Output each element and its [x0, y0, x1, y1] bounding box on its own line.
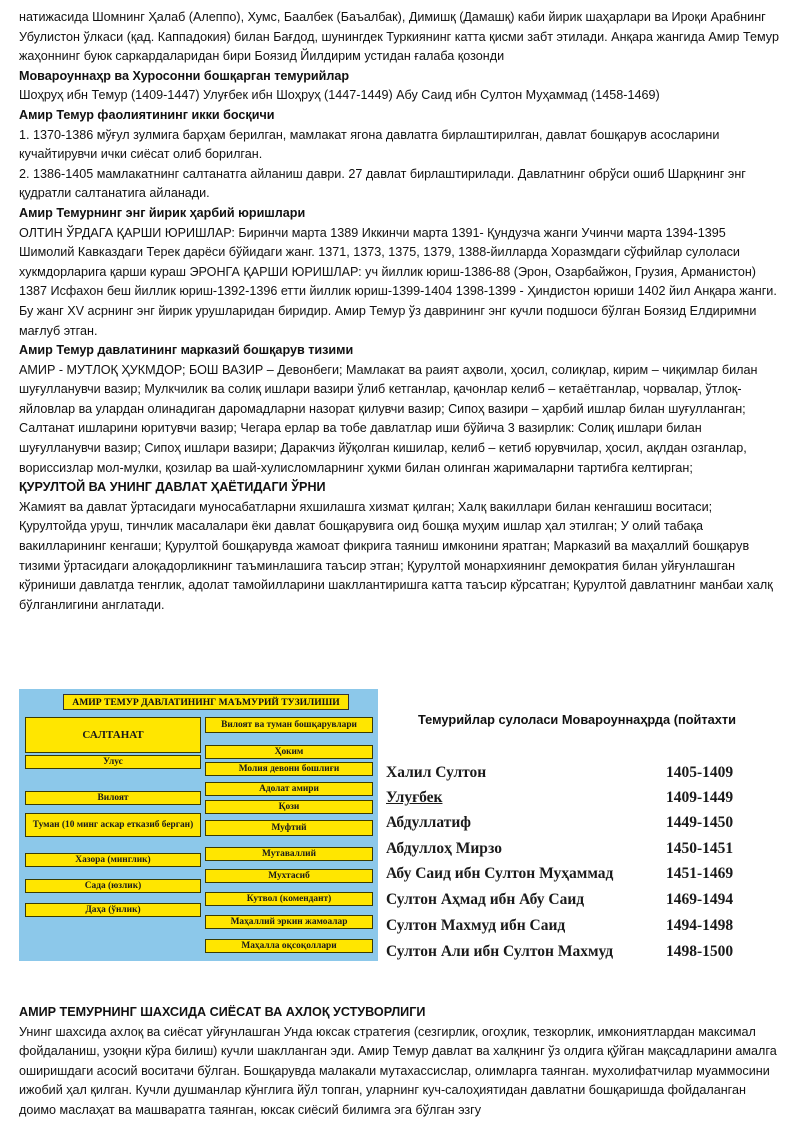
paragraph-stage-one: 1. 1370-1386 мўғул зулмига барҳам берилган, мамлакат ягона давлатга бирлаштирилган, давлат бошқарув асосларини кучайтирувчи ички сиёсат олиб борилган.: [19, 127, 720, 162]
paragraph-ministers-cont: Салтанат ишларини юритувчи вазир; Чегара ерлар ва тобе давлатлар иши бўйича 3 вазирлик: Солиқ ишлари билан шуғулланувчи вазир; Сипоҳ ишлари вазири; Даракчиз йўқолган кишилар, келиб – кетиб юрувчилар, ҳосил, ақлдан озганлар, ворисcизлар мол-мулки, қозилар ва шай-хулисломларнинг ҳукми билан олинган жарималарни тартибга келтирган;: [19, 421, 747, 475]
diagram-right-box: Маҳалла оқсоқоллари: [205, 939, 373, 953]
diagram-right-box: Қози: [205, 800, 373, 814]
ruler-row: [386, 917, 746, 939]
paragraph-siege-results: натижасида Шомнинг Ҳалаб (Алеппо), Хумс, Баалбек (Баъалбак), Димишқ (Дамашқ) каби йирик шаҳарлари ва Ироқи Арабнинг Убулистон ўлкаси (қад. Каппадокия) билан Бағдод, шунингдек Туркиянинг катта қисми забт этилади. Анқара жангида Амир Темур жаҳоннинг буюк саркардаларидан бири Боязид Йилдирим устидан ғалаба қозонди: [19, 10, 779, 64]
ruler-name: Абдуллатиф: [386, 814, 471, 831]
timurid-rulers-table: [382, 698, 782, 968]
ruler-row: [386, 814, 746, 836]
heading-two-stages: Амир Темур фаолиятининг икки босқичи: [19, 107, 275, 122]
ruler-row: [386, 865, 746, 887]
ruler-row: [386, 891, 746, 913]
diagram-left-box: Даҳа (ўнлик): [25, 903, 201, 917]
diagram-right-box: Кутвол (комендант): [205, 892, 373, 906]
diagram-right-box: Маҳаллий эркин жамоалар: [205, 915, 373, 929]
diagram-left-box: Сада (юзлик): [25, 879, 201, 893]
heading-military-campaigns: Амир Темурнинг энг йирик ҳарбий юришлари: [19, 205, 306, 220]
ruler-name: Султон Али ибн Султон Махмуд: [386, 943, 614, 960]
paragraph-politics-ethics: Унинг шахсида ахлоқ ва сиёсат уйғунлашган Унда юксак стратегия (сезгирлик, огоҳлик, тезкорлик, имкониятлардан максимал фойдаланиш, узоқни кўра билиш) кучли шаклланган эди. Амир Темур давлат ва халқнинг ўз олдига қўйган мақсадларини амалга оширишдаги асосий воситачи бўлган. Бошқарувда малакали мутахассислар, олимларга таянган. мухолифатчилар муаммосини ижобий ҳал қилган. Кучли душманлар кўнглига йўл топган, уларнинг куч-салоҳиятидан давлатни бошқаришда фойдаланган доимо маслаҳат ва машваратга таянган, юксак сиёсий билимга эга бўлган эзгу: [19, 1024, 777, 1117]
diagram-left-box: Вилоят: [25, 791, 201, 805]
diagram-left-box: САЛТАНАТ: [25, 717, 201, 753]
ruler-years: 1498-1500: [666, 943, 734, 960]
paragraph-ministers: АМИР - МУТЛОҚ ҲУКМДОР; БОШ ВАЗИР – Девонбеги; Мамлакат ва раият аҳволи, ҳосил, солиқлар, кирим – чиқимлар билан шуғулланувчи вазир; Мулкчилик ва солиқ ишлари вазири ўлиб кетганлар, қачонлар келиб – кетаётганлар, чорвалар, ўтлоқ-яйловлар ва улардан олинадиган даромадларни назорат қилувчи вазир; Сипоҳ вазири – ҳарбий ишлар билан шуғулланган;: [19, 362, 758, 416]
heading-central-government: Амир Темур давлатининг марказий бошқарув тизими: [19, 343, 354, 358]
ruler-years: 1494-1498: [666, 917, 734, 934]
ruler-row: [386, 840, 746, 862]
diagram-right-box: Мутаваллий: [205, 847, 373, 861]
paragraph-campaigns: ОЛТИН ЎРДАГА ҚАРШИ ЮРИШЛАР: Биринчи марта 1389 Иккинчи марта 1391- Қундузча жанги Учинчи марта 1394-1395 Шимолий Кавказдаги Терек дарёси бўйидаги жанг. 1371, 1373, 1375, 1379, 1388-йилларда Хоразмдаги сўфийлар сулоласи хукмдорларига қарши кураш ЭРОНГА ҚАРШИ ЮРИШЛАР: уч йиллик юриш-1386-88 (Эрон, Озарбайжон, Грузия, Арманистон) 1387 Исфахон беш йиллик юриш-1392-1396 етти йиллик юриш-1399-1404 1398-1399 - Ҳиндистон юриши 1402 йил Анқара жанги. Бу жанг XV асрнинг энг йирик урушларидан биридир. Амир Темур ўз даврининг энг кучли подшоси бўлган Боязид Елдиримни мағлуб этган.: [19, 225, 777, 338]
ruler-name: Абу Саид ибн Султон Муҳаммад: [386, 865, 614, 882]
diagram-right-box: Вилоят ва туман бошқарувлари: [205, 717, 373, 733]
ruler-row: [386, 764, 746, 786]
ruler-years: 1469-1494: [666, 891, 734, 908]
ruler-years: 1450-1451: [666, 840, 734, 857]
diagram-title: АМИР ТЕМУР ДАВЛАТИНИНГ МАЪМУРИЙ ТУЗИЛИШИ: [63, 694, 349, 710]
paragraph-stage-two: 2. 1386-1405 мамлакатнинг салтанатга айланиш даври. 27 давлат бирлаштирилади. Давлатнинг обрўси ошиб Шарқнинг энг қудратли салтанатига айланади.: [19, 166, 746, 201]
ruler-name: Абдуллоҳ Мирзо: [386, 840, 503, 857]
rulers-table-title: Темурийлар сулоласи Мовароуннаҳрда (пойтахти: [418, 712, 737, 727]
heading-politics-ethics: АМИР ТЕМУРНИНГ ШАХСИДА СИЁСАТ ВА АХЛОҚ УСТУВОРЛИГИ: [19, 1005, 426, 1019]
ruler-years: 1451-1469: [666, 865, 734, 882]
ruler-years: 1409-1449: [666, 789, 734, 806]
administrative-structure-diagram: [19, 689, 378, 961]
diagram-left-box: Улус: [25, 755, 201, 769]
ruler-row: [386, 789, 746, 811]
ruler-years: 1405-1409: [666, 764, 734, 781]
heading-kurultai: ҚУРУЛТОЙ ВА УНИНГ ДАВЛАТ ҲАЁТИДАГИ ЎРНИ: [19, 480, 326, 495]
heading-timurids-rulers: Мовароуннаҳр ва Хуросонни бошқарган темурийлар: [19, 68, 350, 83]
ruler-name: Султон Аҳмад ибн Абу Саид: [386, 891, 585, 908]
ruler-name: Султон Махмуд ибн Саид: [386, 917, 566, 934]
diagram-left-box: Хазора (минглик): [25, 853, 201, 867]
diagram-right-box: Молия девони бошлиғи: [205, 762, 373, 776]
diagram-right-box: Адолат амири: [205, 782, 373, 796]
ruler-name: Улуғбек: [386, 789, 443, 806]
document-body-bottom: [19, 1003, 781, 1121]
ruler-name: Халил Султон: [386, 764, 487, 781]
paragraph-rulers-list: Шоҳруҳ ибн Темур (1409-1447) Улуғбек ибн Шоҳруҳ (1447-1449) Абу Саид ибн Султон Муҳаммад (1458-1469): [19, 88, 660, 103]
ruler-years: 1449-1450: [666, 814, 734, 831]
diagram-left-box: Туман (10 минг аскар етказиб берган): [25, 813, 201, 837]
diagram-right-box: Мухтасиб: [205, 869, 373, 883]
diagram-right-box: Муфтий: [205, 820, 373, 836]
paragraph-kurultai: Жамият ва давлат ўртасидаги муносабатларни яхшилашга хизмат қилган; Халқ вакиллари билан кенгашиш воситаси; Қурултойда уруш, тинчлик масалалари ёки давлат бошқарувига оид бошқа муҳим ишлар ҳал этилган; У олий табақа вакилларининг кенгаши; Қурултой бошқарувда жамоат фикрига таяниш имконини яратган; Марказий ва маҳаллий бошқарув тизими ўртасидаги алоқадорликнинг таъминлашига таъсир этган; Қурултой монархиянинг демократия билан уйғунлашган кўриниши давлатда тенглик, адолат тамойилларини шакллантиришга катта таъсир кўрсатган; Қурултой давлатнинг манбаи халқ бўлганлигини англатади.: [19, 499, 773, 612]
document-body: [19, 8, 781, 615]
diagram-right-box: Ҳоким: [205, 745, 373, 759]
ruler-row: [386, 943, 746, 965]
